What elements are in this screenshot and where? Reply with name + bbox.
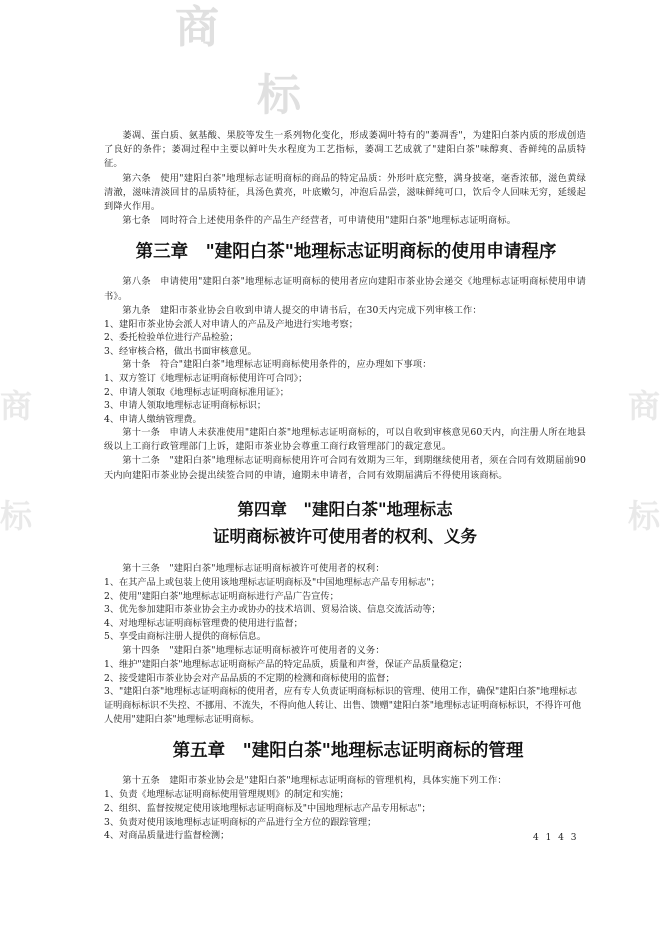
list-item: 4、对地理标志证明商标管理费的使用进行监督； — [104, 617, 303, 629]
article-6: 第六条 使用"建阳白茶"地理标志证明商标的商品的特定品质：外形叶底完整，满身披毫，毫香浓郁，滋色黄绿清澈，滋味清淡回甘的品质特征，具汤色黄亮，叶底嫩匀，冲泡后品尝，滋味鲜纯可口，饮后令人回味无穷，延缓起到降火作用。 — [104, 172, 586, 213]
list-item: 1、负责《地理标志证明商标使用管理规则》的制定和实施； — [104, 789, 349, 801]
article-14: 第十四条 "建阳白茶"地理标志证明商标被许可使用者的义务： — [122, 645, 385, 657]
list-item: 5、享受由商标注册人提供的商标信息。 — [104, 631, 267, 643]
document-body — [104, 129, 586, 843]
chapter-4-title-line2: 证明商标被许可使用者的权利、义务 — [213, 526, 477, 546]
article-8: 第八条 申请使用"建阳白茶"地理标志证明商标的使用者应向建阳市茶业协会递交《地理标志证明商标使用申请书》。 — [104, 276, 586, 302]
chapter-3-title: 第三章 "建阳白茶"地理标志证明商标的使用申请程序 — [135, 242, 557, 263]
article-11: 第十一条 申请人未获准使用"建阳白茶"地理标志证明商标的，可以自收到审核意见60天内，向注册人所在地县级以上工商行政管理部门上诉，建阳市茶业协会尊重工商行政管理部门的裁定意见。 — [104, 427, 586, 453]
list-item: 3、优先参加建阳市茶业协会主办或协办的技术培训、贸易洽谈、信息交流活动等； — [104, 604, 441, 616]
list-item: 4、对商品质量进行监督检测； — [104, 830, 230, 842]
list-item: 2、申请人领取《地理标志证明商标准用证》； — [104, 386, 289, 398]
list-item: 2、组织、监督按规定使用该地理标志证明商标及"中国地理标志产品专用标志"； — [104, 803, 431, 815]
list-item: 3、负责对使用该地理标志证明商标的产品进行全方位的跟踪管理； — [104, 816, 377, 828]
paragraph: 萎凋、蛋白质、氨基酸、果胶等发生一系列物化变化，形成萎凋叶特有的"萎凋香"，为建阳白茶内质的形成创造了良好的条件；萎凋过程中主要以鲜叶失水程度为工艺指标，萎凋工艺成就了"建阳白茶"味醇爽、香鲜纯的品质特征。 — [104, 130, 586, 170]
list-item: 3、经审核合格，做出书面审核意见。 — [104, 345, 257, 357]
list-item: 2、接受建阳市茶业协会对产品品质的不定期的检测和商标使用的监督； — [104, 672, 395, 684]
list-item: 4、申请人缴纳管理费。 — [104, 413, 202, 425]
list-item: 3、申请人领取地理标志证明商标标识； — [104, 400, 267, 412]
list-item: 1、在其产品上或包装上使用该地理标志证明商标及"中国地理标志产品专用标志"； — [104, 577, 440, 589]
list-item: 1、建阳市茶业协会派人对申请人的产品及产地进行实地考察； — [104, 319, 358, 331]
article-15: 第十五条 建阳市茶业协会是"建阳白茶"地理标志证明商标的管理机构，具体实施下列工作： — [122, 775, 507, 787]
list-item: 2、委托检验单位进行产品检验； — [104, 332, 239, 344]
article-12: 第十二条 "建阳白茶"地理标志证明商标使用许可合同有效期为三年，到期继续使用者，须在合同有效期届前90天内向建阳市茶业协会提出续签合同的申请，逾期未申请者，合同有效期届满后不得使用该商标。 — [104, 455, 586, 481]
watermark-glyph: 商 — [0, 387, 33, 425]
chapter-5-title: 第五章 "建阳白茶"地理标志证明商标的管理 — [172, 741, 524, 762]
watermark-glyph: 标 — [0, 497, 33, 535]
list-item: 2、使用"建阳白茶"地理标志证明商标进行产品广告宣传； — [104, 590, 339, 602]
watermark-glyph: 商 — [628, 387, 660, 425]
article-13: 第十三条 "建阳白茶"地理标志证明商标被许可使用者的权利： — [122, 562, 385, 574]
list-item: 1、维护"建阳白茶"地理标志证明商标产品的特定品质，质量和声誉，保证产品质量稳定； — [104, 659, 468, 671]
watermark-glyph: 商 — [175, 2, 219, 53]
article-9: 第九条 建阳市茶业协会自收到申请人提交的申请书后，在30天内完成下列审核工作： — [122, 304, 482, 316]
chapter-4-title-line1: 第四章 "建阳白茶"地理标志 — [237, 499, 453, 519]
watermark-glyph: 标 — [628, 497, 660, 535]
article-10: 第十条 符合"建阳白茶"地理标志证明商标使用条件的，应办理如下事项： — [122, 359, 432, 371]
watermark-glyph: 标 — [257, 70, 301, 121]
list-item: 1、双方签订《地理标志证明商标使用许可合同》； — [104, 373, 308, 385]
chapter-4-title — [104, 496, 586, 550]
article-7: 第七条 同时符合上述使用条件的产品生产经营者，可申请使用"建阳白茶"地理标志证明商标。 — [122, 215, 517, 227]
page-number: 4 1 4 3 — [533, 833, 579, 843]
list-item: 3、"建阳白茶"地理标志证明商标的使用者，应有专人负责证明商标标识的管理、使用工作，确保"建阳白茶"地理标志证明商标标识不失控、不挪用、不流失，不得向他人转让、出售、馈赠"建阳白茶"地理标志证明商标标识，不得许可他人使用"建阳白茶"地理标志证明商标。 — [104, 686, 582, 725]
